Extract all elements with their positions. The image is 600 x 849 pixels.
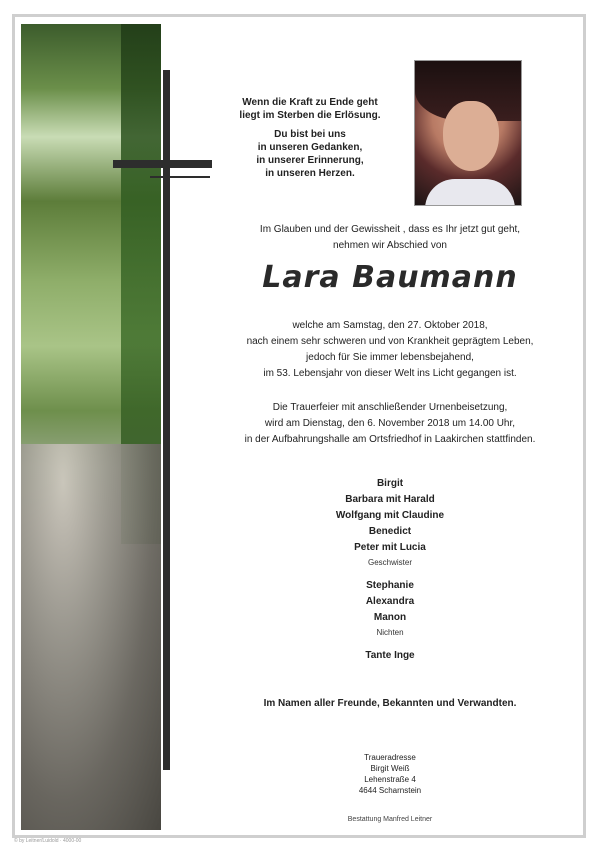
mourner: Stephanie bbox=[366, 580, 414, 591]
cross-bar bbox=[113, 160, 212, 168]
closing-line: Im Namen aller Freunde, Bekannten und Verwandten. bbox=[263, 698, 517, 709]
details-line: welche am Samstag, den 27. Oktober 2018, bbox=[292, 320, 488, 331]
path-ground bbox=[21, 444, 161, 830]
mourner: Peter mit Lucia bbox=[354, 542, 426, 553]
deceased-name: Lara Baumann bbox=[262, 260, 518, 295]
relation-label: Nichten bbox=[376, 628, 404, 637]
details-line: im 53. Lebensjahr von dieser Welt ins Licht gegangen ist. bbox=[263, 368, 517, 379]
poem-line: in unseren Herzen. bbox=[265, 168, 355, 179]
mourner: Wolfgang mit Claudine bbox=[335, 510, 445, 521]
poem-line: liegt im Sterben die Erlösung. bbox=[239, 110, 381, 121]
forest-path-photo bbox=[21, 24, 161, 830]
address-city: 4644 Scharnstein bbox=[358, 786, 422, 795]
address-heading: Traueradresse bbox=[364, 753, 416, 762]
address-name: Birgit Weiß bbox=[370, 764, 410, 773]
poem-line: in unserer Erinnerung, bbox=[256, 155, 364, 166]
poem-line: in unseren Gedanken, bbox=[257, 142, 363, 153]
mourner: Manon bbox=[373, 612, 407, 623]
ceremony-line: in der Aufbahrungshalle am Ortsfriedhof in Laakirchen stattfinden. bbox=[244, 434, 536, 445]
poem bbox=[220, 96, 400, 180]
undertaker-credit: Bestattung Manfred Leitner bbox=[347, 816, 433, 823]
cross-icon bbox=[163, 70, 170, 770]
ceremony-line: wird am Dienstag, den 6. November 2018 um 14.00 Uhr, bbox=[264, 418, 516, 429]
ceremony-info bbox=[210, 400, 570, 448]
footer-mark: © by Leitner/Luidold · 4000-00 bbox=[14, 838, 82, 844]
mourner: Benedict bbox=[368, 526, 412, 537]
address-street: Lehenstraße 4 bbox=[364, 775, 416, 784]
intro-text bbox=[220, 222, 560, 254]
intro-line: nehmen wir Abschied von bbox=[333, 240, 447, 251]
mourning-address bbox=[320, 752, 460, 796]
poem-line: Wenn die Kraft zu Ende geht bbox=[242, 97, 378, 108]
relation-label: Geschwister bbox=[367, 558, 412, 567]
ceremony-line: Die Trauerfeier mit anschließender Urnenbeisetzung, bbox=[272, 402, 508, 413]
mourner: Birgit bbox=[376, 478, 404, 489]
cross-shadow-line bbox=[150, 176, 210, 178]
mourner: Alexandra bbox=[365, 596, 415, 607]
mourner: Tante Inge bbox=[365, 650, 415, 661]
mourner: Barbara mit Harald bbox=[345, 494, 435, 505]
details-line: nach einem sehr schweren und von Krankheit geprägtem Leben, bbox=[246, 336, 534, 347]
mourners-list bbox=[270, 476, 510, 664]
portrait-photo bbox=[414, 60, 522, 206]
intro-line: Im Glauben und der Gewissheit , dass es Ihr jetzt gut geht, bbox=[259, 224, 521, 235]
death-details bbox=[210, 318, 570, 382]
details-line: jedoch für Sie immer lebensbejahend, bbox=[306, 352, 474, 363]
poem-line: Du bist bei uns bbox=[274, 129, 346, 140]
